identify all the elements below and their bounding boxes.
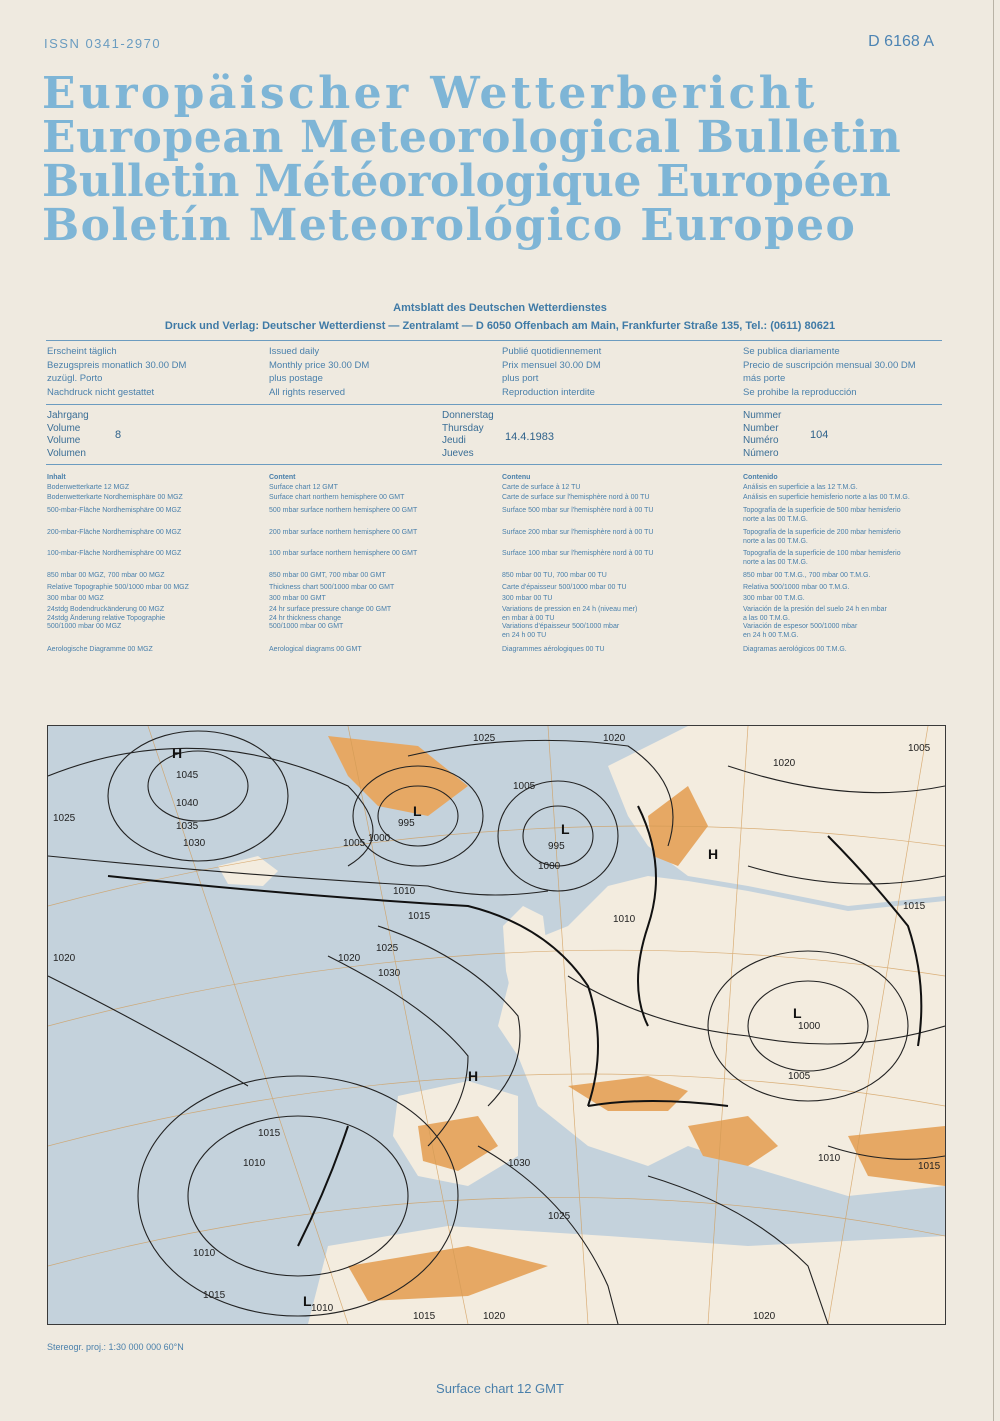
contents-entry: Surface 500 mbar sur l'hemisphère nord à 00 TU	[502, 507, 654, 514]
isobar-label: 1030	[508, 1158, 531, 1169]
pub-line: más porte	[743, 373, 786, 384]
contents-entry: Diagramas aerológicos 00 T.M.G.	[743, 646, 847, 653]
isobar-label: 1010	[818, 1153, 841, 1164]
contents-entry: Análisis en superficie hemisferio norte a las 00 T.M.G.	[743, 494, 910, 501]
publication-info-german	[47, 345, 277, 399]
contents-header: Inhalt	[47, 474, 66, 481]
title-english: European Meteorological Bulletin	[42, 112, 902, 163]
isobar-label: 1015	[408, 911, 431, 922]
isobar-label: 1010	[393, 886, 416, 897]
contents-entry: Surface chart northern hemisphere 00 GMT	[269, 494, 405, 501]
contents-entry: Thickness chart 500/1000 mbar 00 GMT	[269, 584, 395, 591]
isobar-label: 1005	[513, 781, 536, 792]
pub-line: All rights reserved	[269, 386, 346, 398]
contents-entry: 850 mbar 00 T.M.G., 700 mbar 00 T.M.G.	[743, 572, 871, 579]
pub-line: Reproduction interdite	[502, 386, 595, 398]
contents-entry: Carte d'épaisseur 500/1000 mbar 00 TU	[502, 584, 627, 591]
isobar-label: 1010	[243, 1158, 266, 1169]
contents-entry: Topografía de la superficie de 100 mbar hemisferio norte a las 00 T.M.G.	[743, 550, 901, 566]
contents-entry: Topografía de la superficie de 200 mbar hemisferio norte a las 00 T.M.G.	[743, 529, 901, 545]
number-labels	[743, 410, 781, 460]
contents-entry: 100 mbar surface northern hemisphere 00 GMT	[269, 550, 418, 557]
map-caption: Surface chart 12 GMT	[436, 1381, 564, 1396]
contents-entry: Aerologische Diagramme 00 MGZ	[47, 646, 153, 653]
isobar-label: 1025	[548, 1211, 571, 1222]
pub-line: Nachdruck nicht gestattet	[47, 386, 155, 398]
pub-line: Se publica diariamente	[743, 346, 840, 357]
surface-weather-map	[47, 725, 946, 1325]
publication-info-english	[269, 345, 499, 399]
volume-label: Jahrgang	[47, 410, 89, 421]
contents-entry: 500-mbar-Fläche Nordhemisphäre 00 MGZ	[47, 507, 182, 514]
contents-entry: Diagrammes aérologiques 00 TU	[502, 646, 605, 653]
contents-entry: 850 mbar 00 MGZ, 700 mbar 00 MGZ	[47, 572, 165, 579]
isobar-label: 1030	[378, 968, 401, 979]
weekday-label: Jeudi	[442, 435, 466, 446]
low-pressure-marker: L	[303, 1293, 312, 1309]
contents-entry: Surface chart 12 GMT	[269, 484, 338, 491]
projection-note: Stereogr. proj.: 1:30 000 000 60°N	[47, 1342, 184, 1352]
volume-label: Volume	[47, 422, 81, 434]
title-french: Bulletin Météorologique Européen	[42, 156, 891, 207]
isobar-label: 1045	[176, 770, 199, 781]
isobar-label: 1020	[483, 1311, 506, 1322]
title-block	[42, 68, 952, 251]
contents-entry: 100-mbar-Fläche Nordhemisphäre 00 MGZ	[47, 550, 182, 557]
pub-line: Bezugspreis monatlich 30.00 DM	[47, 359, 187, 371]
weekday-label: Donnerstag	[442, 410, 494, 421]
isobar-label: 1000	[798, 1021, 821, 1032]
volume-value: 8	[115, 429, 122, 441]
weekday-label: Thursday	[442, 422, 484, 434]
contents-entry: 24stdg Bodendruckänderung 00 MGZ 24stdg Änderung relative Topographie 500/1000 mbar 00 MGZ	[47, 606, 166, 631]
volume-label: Volume	[47, 435, 81, 446]
divider	[46, 404, 942, 405]
isobar-label: 1015	[203, 1290, 226, 1301]
contents-entry: 200-mbar-Fläche Nordhemisphäre 00 MGZ	[47, 529, 182, 536]
contents-entry: 500 mbar surface northern hemisphere 00 GMT	[269, 507, 418, 514]
contents-entry: Topografía de la superficie de 500 mbar hemisferio norte a las 00 T.M.G.	[743, 507, 901, 523]
contents-spanish	[743, 474, 953, 653]
publisher-line: Druck und Verlag: Deutscher Wetterdienst — Zentralamt — D 6050 Offenbach am Main, Frankfurter Straße 135, Tel.: (0611) 80621	[164, 320, 836, 332]
pub-line: Se prohibe la reproducción	[743, 386, 857, 398]
contents-entry: Relative Topographie 500/1000 mbar 00 MGZ	[47, 584, 189, 591]
map-graphic	[48, 726, 945, 1324]
isobar-label: 1025	[53, 813, 76, 824]
low-pressure-marker: L	[413, 803, 422, 819]
high-pressure-marker: H	[708, 846, 719, 862]
isobar-label: 1025	[473, 733, 496, 744]
contents-entry: Bodenwetterkarte 12 MGZ	[47, 484, 130, 491]
high-pressure-marker: H	[468, 1068, 479, 1084]
number-label: Número	[743, 447, 779, 459]
isobar-label: 1005	[343, 838, 366, 849]
number-label: Number	[743, 422, 779, 434]
publication-code: D 6168 A	[868, 33, 934, 50]
contents-entry: Carte de surface sur l'hemisphère nord à 00 TU	[502, 494, 650, 501]
number-label: Numéro	[743, 435, 779, 446]
contents-german	[47, 474, 272, 653]
contents-entry: 24 hr surface pressure change 00 GMT 24 hr thickness change 500/1000 mbar 00 GMT	[269, 606, 392, 631]
weekday-label: Jueves	[442, 447, 474, 459]
isobar-label: 1015	[903, 901, 926, 912]
amtsblatt-line: Amtsblatt des Deutschen Wetterdienstes	[393, 302, 607, 314]
isobar-label: 1010	[613, 914, 636, 925]
isobar-label: 1000	[368, 833, 391, 844]
volume-labels	[47, 410, 89, 460]
pub-line: plus postage	[269, 373, 323, 384]
publication-info-spanish	[743, 345, 973, 399]
contents-entry: Relativa 500/1000 mbar 00 T.M.G.	[743, 584, 850, 591]
contents-entry: Variations de pression en 24 h (niveau mer) en mbar à 00 TU Variations d'épaisseur 500/1000 mbar en 24 h 00 TU	[502, 606, 638, 639]
pub-line: zuzügl. Porto	[47, 373, 103, 384]
publication-info-french	[502, 345, 732, 399]
contents-entry: 850 mbar 00 GMT, 700 mbar 00 GMT	[269, 572, 386, 579]
contents-entry: 300 mbar 00 T.M.G.	[743, 595, 805, 602]
contents-french	[502, 474, 727, 653]
isobar-label: 1020	[603, 733, 626, 744]
contents-entry: 200 mbar surface northern hemisphere 00 GMT	[269, 529, 418, 536]
contents-entry: Surface 100 mbar sur l'hemisphère nord à 00 TU	[502, 550, 654, 557]
isobar-label: 1015	[918, 1161, 941, 1172]
isobar-label: 1005	[908, 743, 931, 754]
isobar-label: 1010	[311, 1303, 334, 1314]
isobar-label: 995	[398, 818, 415, 829]
issue-number: 104	[810, 429, 829, 441]
weekday-labels	[442, 410, 494, 460]
isobar-label: 1020	[53, 953, 76, 964]
land-iceland	[218, 856, 278, 886]
pub-line: plus port	[502, 373, 539, 384]
divider	[46, 340, 942, 341]
isobar-label: 1020	[773, 758, 796, 769]
number-label: Nummer	[743, 410, 782, 421]
isobar-label: 1035	[176, 821, 199, 832]
isobar-label: 1020	[753, 1311, 776, 1322]
title-german: Europäischer Wetterbericht	[42, 68, 818, 119]
pub-line: Precio de suscripción mensual 30.00 DM	[743, 359, 916, 371]
pub-line: Prix mensuel 30.00 DM	[502, 359, 601, 371]
contents-entry: Aerological diagrams 00 GMT	[269, 646, 362, 653]
divider	[46, 464, 942, 465]
issn-number: ISSN 0341-2970	[44, 36, 162, 51]
contents-header: Contenido	[743, 474, 778, 481]
pub-line: Issued daily	[269, 346, 320, 357]
high-pressure-marker: H	[172, 745, 183, 761]
title-spanish: Boletín Meteorológico Europeo	[42, 200, 857, 251]
isobar-label: 1015	[413, 1311, 436, 1322]
isobar-label: 1005	[788, 1071, 811, 1082]
low-pressure-marker: L	[793, 1005, 802, 1021]
isobar-label: 1000	[538, 861, 561, 872]
low-pressure-marker: L	[561, 821, 570, 837]
contents-header: Contenu	[502, 474, 531, 481]
issue-date: 14.4.1983	[505, 431, 554, 443]
isobar-label: 1025	[376, 943, 399, 954]
contents-entry: Bodenwetterkarte Nordhemisphäre 00 MGZ	[47, 494, 183, 501]
contents-entry: Variación de la presión del suelo 24 h en mbar a las 00 T.M.G. Variación de espesor 500/1000 mbar en 24 h 00 T.M.G.	[743, 606, 887, 639]
page-edge-line	[993, 0, 994, 1421]
contents-entry: 850 mbar 00 TU, 700 mbar 00 TU	[502, 572, 607, 579]
contents-entry: 300 mbar 00 MGZ	[47, 595, 104, 602]
contents-entry: 300 mbar 00 TU	[502, 595, 553, 602]
isobar-label: 1010	[193, 1248, 216, 1259]
isobar-label: 1015	[258, 1128, 281, 1139]
pub-line: Erscheint täglich	[47, 346, 117, 357]
pub-line: Monthly price 30.00 DM	[269, 359, 370, 371]
isobar-label: 1020	[338, 953, 361, 964]
pub-line: Publié quotidiennement	[502, 346, 602, 357]
isobar-label: 1030	[183, 838, 206, 849]
isobar-label: 1040	[176, 798, 199, 809]
contents-entry: Surface 200 mbar sur l'hemisphère nord à 00 TU	[502, 529, 654, 536]
contents-entry: 300 mbar 00 GMT	[269, 595, 326, 602]
contents-entry: Carte de surface à 12 TU	[502, 484, 581, 491]
contents-entry: Análisis en superficie a las 12 T.M.G.	[743, 484, 858, 491]
volume-label: Volumen	[47, 447, 86, 459]
isobar-label: 995	[548, 841, 565, 852]
contents-header: Content	[269, 474, 296, 481]
contents-english	[269, 474, 494, 653]
